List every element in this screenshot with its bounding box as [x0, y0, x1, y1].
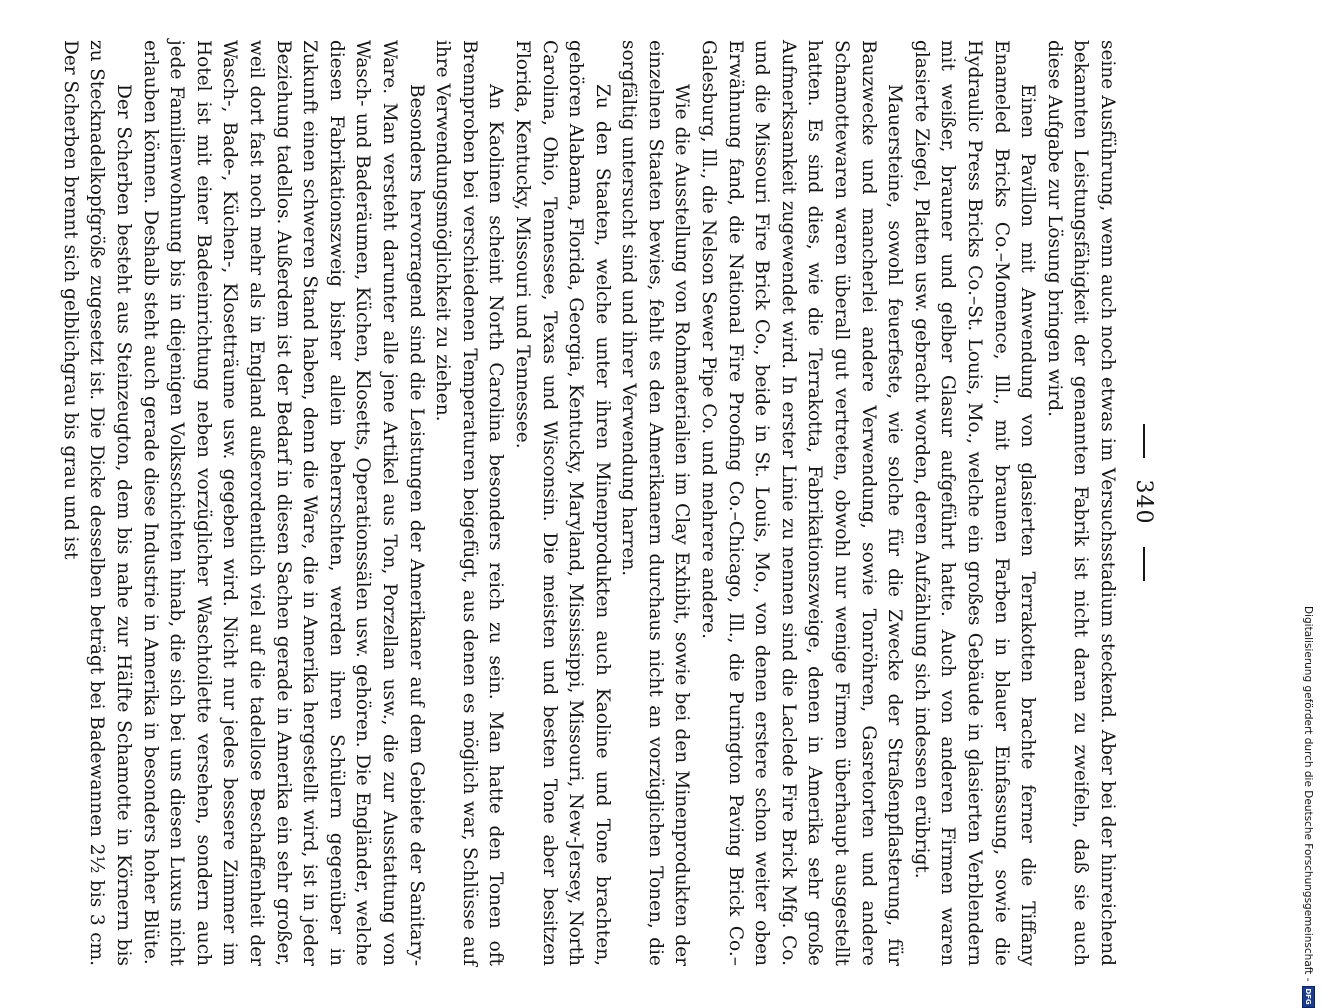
dfg-logo: DFG [1302, 986, 1315, 1008]
header-dash-left [1143, 424, 1145, 458]
header-dash-right [1143, 547, 1145, 581]
paragraph: Wie die Ausstellung von Rohmaterialien im Clay Exhibit, sowie bei den Minenprodukten der einzelnen Staaten bewies, fehlt es den Amerikanern durchaus nicht an vorzüglichen Tonen, die sorgfältig untersucht sind und ihrer Verwendung harren. [618, 40, 693, 966]
page-number: 340 [1131, 479, 1157, 525]
dfg-notice-text: Digitalisierung gefördert durch die Deutsche Forschungsgemeinschaft - [1302, 606, 1315, 982]
paragraph: Besonders hervorragend sind die Leistungen der Amerikaner auf dem Gebiete der Sanitary-Ware. Man versteht darunter alle jene Artikel aus Ton, Porzellan usw., die zur Ausstattung von Wasch- und Baderäumen, Küchen, Klosetts, Operationssälen usw. gehören. Die Engländer, welche diesen Fabrikationszweig bisher allein beherrschten, werden ihren Schülern gegenüber in Zukunft einen schweren Stand haben, denn die Ware, die in Amerika hergestellt wird, ist in jeder Beziehung tadellos. Außerdem ist der Bedarf in diesen Sachen gerade in Amerika ein sehr großer, weil dort fast noch mehr als in England außerordentlich viel auf die tadellose Beschaffenheit der Wasch-, Bade-, Küchen-, Klosetträume usw. gegeben wird. Nicht nur jedes bessere Zimmer im Hotel ist mit einer Badeeinrichtung neben vorzüglicher Waschtoilette versehen, sondern auch jede Familienwohnung bis in diejenigen Volksschichten hinab, die sich bei uns diesen Luxus nicht erlauben können. Deshalb steht auch gerade diese Industrie in Amerika in besonders hoher Blüte. [139, 40, 427, 966]
paragraph: An Kaolinen scheint North Carolina besonders reich zu sein. Man hatte den Tonen oft Brennproben bei verschiedenen Temperaturen beigefügt, aus denen es möglich war, Schlüsse auf ihre Verwendungsmöglichkeit zu ziehen. [432, 40, 507, 966]
body-text [56, 40, 1120, 966]
rotated-page [59, 22, 1162, 982]
paragraph: seine Ausführung, wenn auch noch etwas im Versuchsstadium steckend. Aber bei der hinreichend bekannten Leistungsfähigkeit der genannten Fabrik ist nicht daran zu zweifeln, daß sie auch diese Aufgabe zur Lösung bringen wird. [1043, 40, 1118, 966]
paragraph: Zu den Staaten, welche unter ihren Minenprodukten auch Kaoline und Tone brachten, gehören Alabama, Florida, Georgia, Kentucky, Maryland, Mississippi, Missouri, New-Jersey, North Carolina, Ohio, Tennessee, Texas und Wisconsin. Die meisten und besten Tone aber besitzen Florida, Kentucky, Missouri und Tennessee. [511, 40, 613, 966]
dfg-digitization-notice [1302, 606, 1315, 1008]
paragraph: Mauersteine, sowohl feuerfeste, wie solche für die Zwecke der Straßenpflasterung, für Bauzwecke und mancherlei andere Verwendung, sowie Tonröhren, Gasretorten und andere Schamottewaren waren überall gut vertreten, obwohl nur wenige Firmen überhaupt ausgestellt hatten. Es sind dies, wie die Terrakotta, Fabrikationszweige, denen in Amerika sehr große Aufmerksamkeit zugewendet wird. In erster Linie zu nennen sind die Laclede Fire Brick Mfg. Co. und die Missouri Fire Brick Co., beide in St. Louis, Mo., von denen erstere schon weiter oben Erwähnung fand, die National Fire Proofing Co.–Chicago, Ill., die Purington Paving Brick Co.–Galesburg, Ill., die Nelson Sewer Pipe Co. und mehrere andere. [698, 40, 906, 966]
paragraph: Der Scherben besteht aus Steinzeugton, dem bis nahe zur Hälfte Schamotte in Körnern bis zu Stecknadelkopfgröße zugesetzt ist. Die Dicke desselben beträgt bei Badewannen 2½ bis 3 cm. Der Scherben brennt sich gelblichgrau bis grau und ist [59, 40, 135, 966]
page-header [1126, 22, 1162, 982]
paragraph: Einen Pavillon mit Anwendung von glasierten Terrakotten brachte ferner die Tiffany Enameled Bricks Co.–Momence, Ill., mit braunen Farben in blauer Einfassung, sowie die Hydraulic Press Bricks Co.–St. Louis, Mo., welche ein großes Gebäude in glasierten Verblendern mit weißer, brauner und gelber Glasur aufgeführt hatte. Auch von anderen Firmen waren glasierte Ziegel, Platten usw. gebracht worden, deren Aufzählung sich indessen erübrigt. [910, 40, 1039, 966]
